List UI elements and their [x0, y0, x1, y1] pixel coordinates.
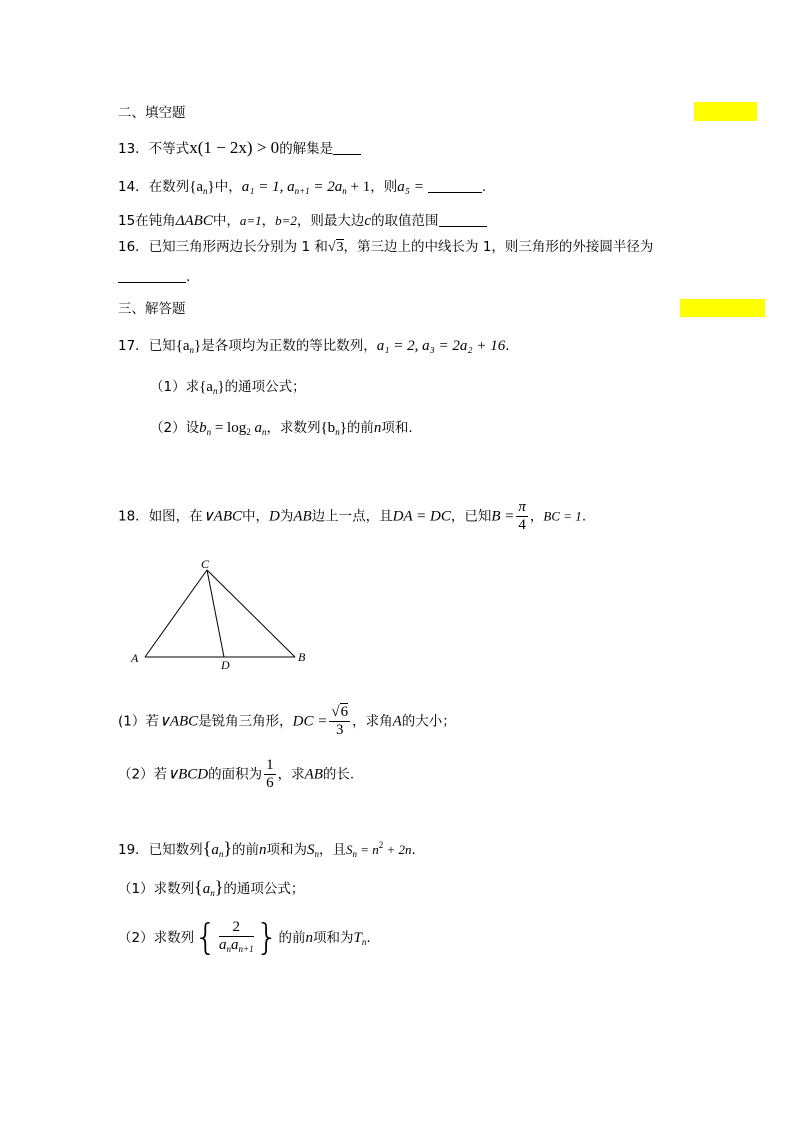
- answer-blank: [428, 178, 482, 193]
- vertex-label-A: A: [131, 651, 139, 665]
- vertex-label-B: B: [298, 650, 306, 664]
- answer-blank: [333, 140, 361, 155]
- question-19-part-1: （1）求数列$\{a_n\}$的通项公式；: [118, 877, 305, 898]
- question-15: 15在钝角ΔABC中，a=1，b=2，则最大边c的取值范围: [118, 211, 487, 231]
- section-heading-answer: 三、解答题: [118, 301, 186, 317]
- question-19-part-2: （2）求数列{ $\frac{2}{a_na_{n+1}}$ }的前n项和为$T_n$.: [118, 917, 371, 958]
- answer-blank: [439, 212, 487, 227]
- question-17: 17．已知$\{a_n\}$是各项均为正数的等比数列，a₁ = 2, a₃ = 2a₂ + 16.: [118, 338, 510, 355]
- question-18: 18．如图，在∨ABC中，D为AB边上一点，且DA = DC，已知B = $\frac{\pi}{4}$ ，BC = 1.: [118, 499, 587, 533]
- answer-blank: [118, 268, 186, 283]
- question-14: 14．在数列$\{a_n\}$中，a₁ = 1, $a_{n+1} = 2a_n + 1$，则a₅ = .: [118, 179, 487, 196]
- question-19: 19．已知数列$\{a_n\}$的前n项和为$S_n$，且$S_n = n^2 + 2n$.: [118, 838, 416, 859]
- question-18-part-2: （2）若∨BCD的面积为 $\frac{1}{6}$ ，求AB的长.: [118, 757, 355, 791]
- highlight-bar-1: [694, 102, 757, 121]
- vertex-label-D: D: [221, 658, 230, 672]
- vertex-label-C: C: [201, 558, 210, 571]
- question-17-part-2: （2）设$b_n = \log_2 a_n$，求数列$\{b_n\}$的前n项和.: [150, 420, 413, 437]
- triangle-figure: [128, 558, 318, 673]
- section-heading-fill-blank: 二、填空题: [118, 105, 186, 121]
- question-16: 16．已知三角形两边长分别为 1 和√3，第三边上的中线长为 1，则三角形的外接圆半径为: [118, 239, 654, 255]
- question-13: 13．不等式x(1 − 2x) > 0的解集是: [118, 138, 361, 159]
- question-16-blank: .: [118, 267, 190, 287]
- question-18-part-1: (1）若∨ABC是锐角三角形，DC = $\frac{√6}{3}$ ，求角A的大小；: [118, 704, 456, 738]
- question-17-part-1: （1）求$\{a_n\}$的通项公式；: [150, 379, 306, 396]
- highlight-bar-2: [680, 299, 765, 317]
